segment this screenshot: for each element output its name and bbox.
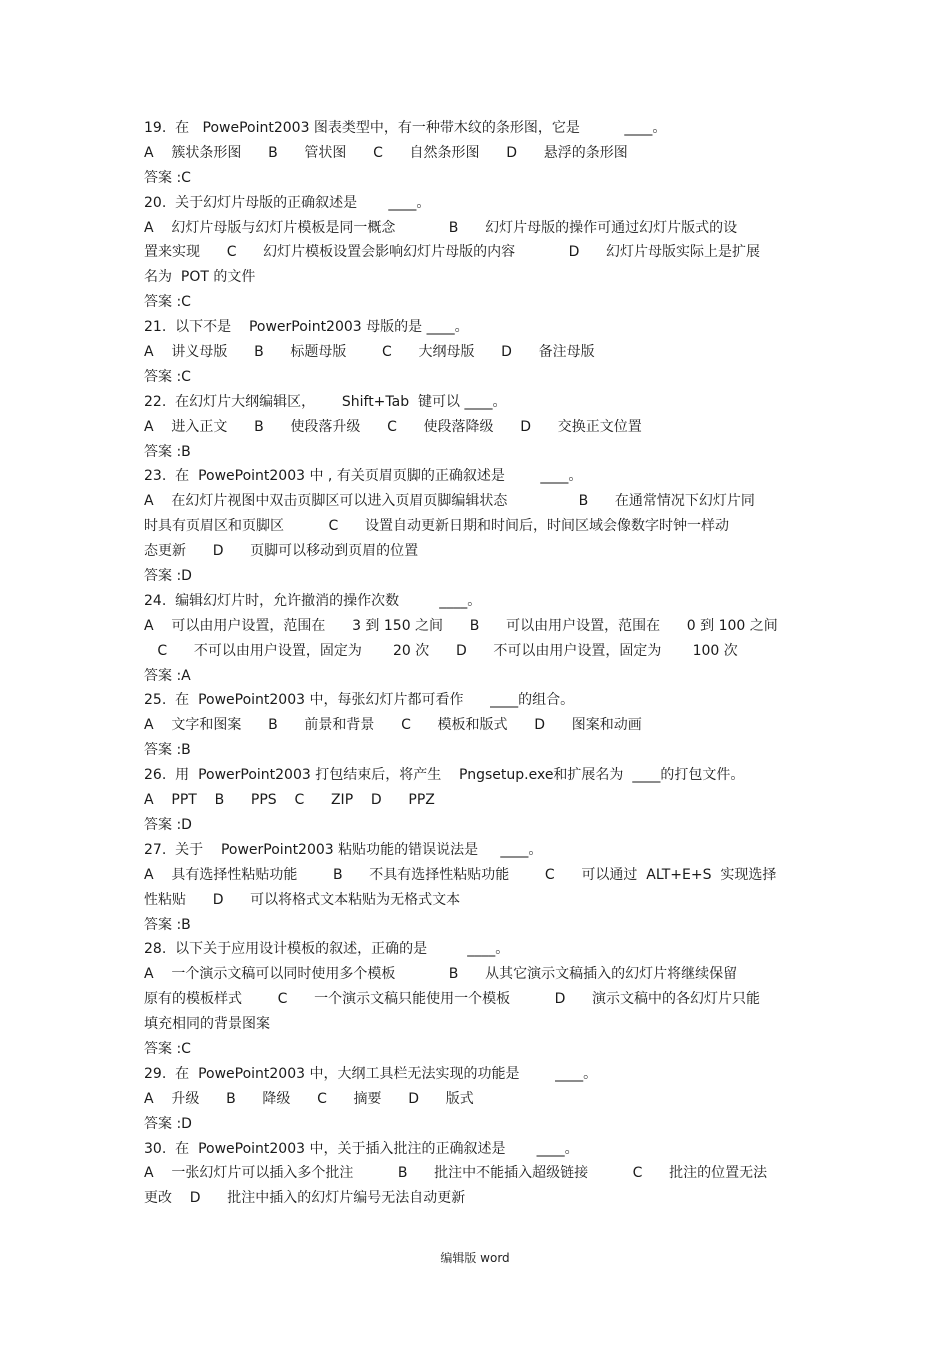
text-line: 原有的模板样式 C 一个演示文稿只能使用一个模板 D 演示文稿中的各幻灯片只能 bbox=[144, 991, 761, 1008]
text-line: 29. 在 PowePoint2003 中，大纲工具栏无法实现的功能是 ____。 bbox=[144, 1065, 598, 1082]
text-line: 22. 在幻灯片大纲编辑区， Shift+Tab 键可以 ____。 bbox=[144, 393, 507, 410]
text-line: 名为 POT 的文件 bbox=[144, 269, 256, 286]
text-line: A 进入正文 B 使段落升级 C 使段落降级 D 交换正文位置 bbox=[144, 418, 642, 435]
text-line: 30. 在 PowePoint2003 中，关于插入批注的正确叙述是 ____。 bbox=[144, 1140, 579, 1157]
text-line: 时具有页眉区和页脚区 C 设置自动更新日期和时间后，时间区域会像数字时钟一样动 bbox=[144, 518, 729, 535]
text-line: A 幻灯片母版与幻灯片模板是同一概念 B 幻灯片母版的操作可通过幻灯片版式的设 bbox=[144, 219, 738, 236]
text-line: 答案 :C bbox=[144, 169, 191, 186]
text-line: 答案 :C bbox=[144, 294, 191, 311]
text-line: 答案 :C bbox=[144, 1040, 191, 1057]
text-line: 答案 :B bbox=[144, 443, 191, 460]
question-list bbox=[144, 116, 814, 1211]
text-line: 25. 在 PowePoint2003 中，每张幻灯片都可看作 ____的组合。 bbox=[144, 692, 575, 709]
text-line: 填充相同的背景图案 bbox=[144, 1016, 270, 1033]
text-line: A 文字和图案 B 前景和背景 C 模板和版式 D 图案和动画 bbox=[144, 717, 642, 734]
text-line: 答案 :B bbox=[144, 742, 191, 759]
text-line: A 一个演示文稿可以同时使用多个模板 B 从其它演示文稿插入的幻灯片将继续保留 bbox=[144, 966, 738, 983]
text-line: 28. 以下关于应用设计模板的叙述，正确的是 ____。 bbox=[144, 941, 510, 958]
text-line: 21. 以下不是 PowerPoint2003 母版的是 ____。 bbox=[144, 319, 469, 336]
text-line: 性粘贴 D 可以将格式文本粘贴为无格式文本 bbox=[144, 891, 461, 908]
text-line: 23. 在 PowePoint2003 中 , 有关页眉页脚的正确叙述是 ____。 bbox=[144, 468, 583, 485]
text-line: 26. 用 PowerPoint2003 打包结束后，将产生 Pngsetup.exe和扩展名为 ____的打包文件。 bbox=[144, 767, 745, 784]
text-line: 19. 在 PowePoint2003 图表类型中，有一种带木纹的条形图，它是 ____。 bbox=[144, 120, 667, 136]
text-line: A 讲义母版 B 标题母版 C 大纲母版 D 备注母版 bbox=[144, 344, 595, 361]
text-line: 置来实现 C 幻灯片模板设置会影响幻灯片母版的内容 D 幻灯片母版实际上是扩展 bbox=[144, 244, 761, 261]
text-line: 更改 D 批注中插入的幻灯片编号无法自动更新 bbox=[144, 1190, 466, 1207]
text-line: C 不可以由用户设置，固定为 20 次 D 不可以由用户设置，固定为 100 次 bbox=[144, 642, 738, 659]
text-line: 态更新 D 页脚可以移动到页眉的位置 bbox=[144, 543, 419, 560]
text-line: 24. 编辑幻灯片时，允许撤消的操作次数 ____。 bbox=[144, 592, 482, 609]
text-line: A PPT B PPS C ZIP D PPZ bbox=[144, 792, 435, 809]
text-line: 答案 :D bbox=[144, 1115, 192, 1132]
text-line: A 簇状条形图 B 管状图 C 自然条形图 D 悬浮的条形图 bbox=[144, 144, 628, 161]
text-line: A 一张幻灯片可以插入多个批注 B 批注中不能插入超级链接 C 批注的位置无法 bbox=[144, 1165, 768, 1182]
text-line: 答案 :D bbox=[144, 568, 192, 585]
text-line: 答案 :B bbox=[144, 916, 191, 933]
text-line: A 可以由用户设置，范围在 3 到 150 之间 B 可以由用户设置，范围在 0 到 100 之间 bbox=[144, 617, 778, 634]
text-line: 答案 :D bbox=[144, 816, 192, 833]
text-line: 20. 关于幻灯片母版的正确叙述是 ____。 bbox=[144, 194, 431, 211]
text-line: A 在幻灯片视图中双击页脚区可以进入页眉页脚编辑状态 B 在通常情况下幻灯片同 bbox=[144, 493, 755, 510]
text-line: A 具有选择性粘贴功能 B 不具有选择性粘贴功能 C 可以通过 ALT+E+S 实现选择 bbox=[144, 866, 777, 883]
text-line: 答案 :C bbox=[144, 368, 191, 385]
text-line: A 升级 B 降级 C 摘要 D 版式 bbox=[144, 1090, 474, 1107]
text-line: 答案 :A bbox=[144, 667, 191, 684]
page-footer: 编辑版 word bbox=[440, 1251, 510, 1265]
text-line: 27. 关于 PowerPoint2003 粘贴功能的错误说法是 ____。 bbox=[144, 841, 543, 858]
